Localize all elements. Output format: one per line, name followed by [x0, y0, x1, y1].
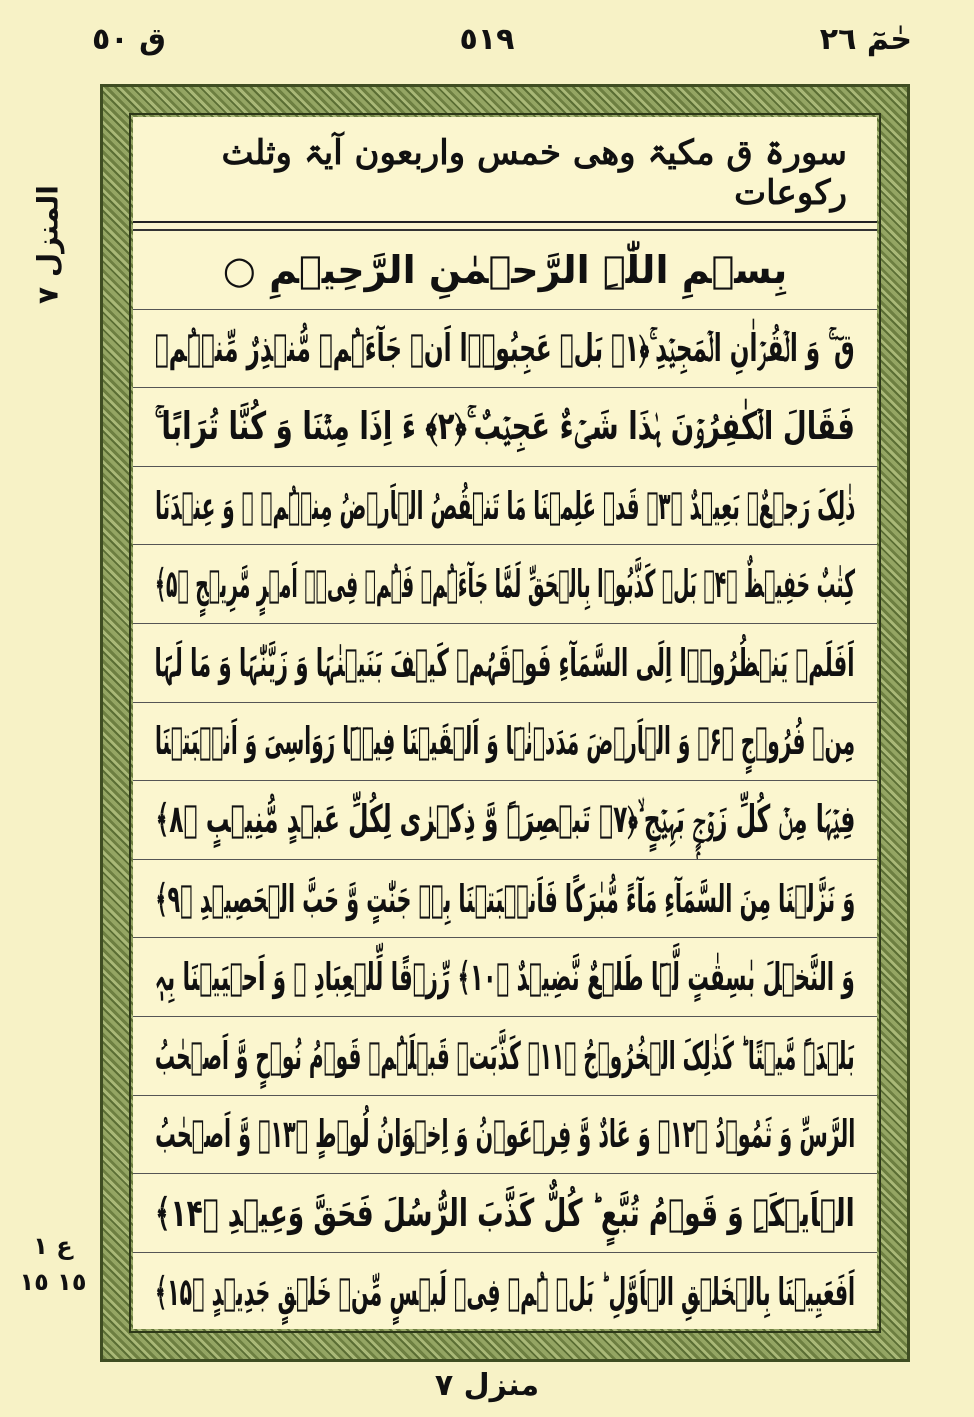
- verse-line: [133, 1096, 877, 1175]
- verse-lines: [133, 231, 877, 1329]
- manzil-footer: منزل ٧: [434, 1368, 540, 1403]
- verse-line: [133, 1017, 877, 1096]
- surah-name-number: ق ٥٠: [92, 22, 166, 57]
- verse-line: [133, 781, 877, 860]
- page-header: [0, 22, 974, 72]
- line-text: الرَّسِّ وَ ثَمُوۡدُ ﴿۱۲﴾ وَ عَادٌ وَّ فِرۡعَوۡنُ وَ اِخۡوَانُ لُوۡطٍ ﴿۱۳﴾ وَّ اَصۡحٰبُ: [154, 1112, 856, 1157]
- para-name-number: حٰمٓ ٢٦: [819, 22, 912, 57]
- page-number: ٥١٩: [459, 22, 515, 57]
- line-text: کِتٰبٌ حَفِیۡظٌ ﴿۴﴾ بَلۡ کَذَّبُوۡا بِالۡحَقِّ لَمَّا جَآءَہُمۡ فَہُمۡ فِیۡۤ اَمۡرٍ مَّرِیۡجٍ ﴿۵﴾: [154, 562, 855, 607]
- text-panel: [133, 117, 877, 1329]
- verse-line: [133, 703, 877, 782]
- line-text: ذٰلِکَ رَجۡعٌۢ بَعِیۡدٌ ﴿۳﴾ قَدۡ عَلِمۡنَا مَا تَنۡقُصُ الۡاَرۡضُ مِنۡہُمۡ ۚ وَ عِنۡدَنَا: [154, 483, 856, 528]
- surah-title: سورۃ ق مکیۃ وھی خمس واربعون آیۃ وثلث رکوعات: [133, 124, 877, 223]
- line-text: اَفَلَمۡ یَنۡظُرُوۡۤا اِلَی السَّمَآءِ فَوۡقَہُمۡ کَیۡفَ بَنَیۡنٰہَا وَ زَیَّنّٰہَا وَ مَا لَہَا: [154, 640, 855, 685]
- manzil-marker: المنزل ٧: [31, 185, 65, 305]
- verse-line: [133, 467, 877, 546]
- verse-line: [133, 310, 877, 389]
- verse-line: [133, 860, 877, 939]
- line-text: مِنۡ فُرُوۡجٍ ﴿۶﴾ وَ الۡاَرۡضَ مَدَدۡنٰہَا وَ اَلۡقَیۡنَا فِیۡہَا رَوَاسِیَ وَ اَنۡۢبَتۡنَا: [154, 719, 855, 764]
- verse-line: [133, 1253, 877, 1332]
- line-text: وَ نَزَّلۡنَا مِنَ السَّمَآءِ مَآءً مُّبٰرَکًا فَاَنۡۢبَتۡنَا بِہٖ جَنّٰتٍ وَّ حَبَّ الۡحَصِیۡدِ ﴿۹﴾: [155, 876, 855, 921]
- verse-line: [133, 545, 877, 624]
- ruku-marker: ع ١ ١٥ ١٥: [19, 1232, 87, 1296]
- verse-line: [133, 388, 877, 467]
- line-text: اَفَعَیِیۡنَا بِالۡخَلۡقِ الۡاَوَّلِ ؕ بَلۡ ہُمۡ فِیۡ لَبۡسٍ مِّنۡ خَلۡقٍ جَدِیۡدٍ ﴿۱۵﴾: [154, 1270, 856, 1315]
- verse-line: [133, 938, 877, 1017]
- bismillah-line: [133, 231, 877, 310]
- line-text: وَ النَّخۡلَ بٰسِقٰتٍ لَّہَا طَلۡعٌ نَّضِیۡدٌ ﴿۱۰﴾ رِّزۡقًا لِّلۡعِبَادِ ۙ وَ اَحۡیَیۡنَا بِہٖ: [154, 955, 856, 1000]
- line-text: فِیۡہَا مِنۡ کُلِّ زَوۡجٍۭ بَہِیۡجٍ ۙ﴿۷﴾ تَبۡصِرَۃً وَّ ذِکۡرٰی لِکُلِّ عَبۡدٍ مُّنِیۡبٍ ﴿۸﴾: [155, 797, 855, 842]
- line-text: بِسۡمِ اللّٰہِ الرَّحۡمٰنِ الرَّحِیۡمِ ○: [222, 247, 788, 292]
- verse-line: [133, 1174, 877, 1253]
- line-text: فَقَالَ الۡکٰفِرُوۡنَ ہٰذَا شَیۡءٌ عَجِیۡبٌ ۚ﴿۲﴾ ءَ اِذَا مِتۡنَا وَ کُنَّا تُرَابًا ۚ: [154, 404, 856, 449]
- surah-banner: [133, 117, 877, 231]
- line-text: بَلۡدَۃً مَّیۡتًا ؕ کَذٰلِکَ الۡخُرُوۡجُ ﴿۱۱﴾ کَذَّبَتۡ قَبۡلَہُمۡ قَوۡمُ نُوۡحٍ وَّ اَصۡحٰبُ: [155, 1033, 855, 1078]
- verse-line: [133, 624, 877, 703]
- page-frame: [100, 84, 910, 1362]
- line-text: الۡاَیۡکَۃِ وَ قَوۡمُ تُبَّعٍ ؕ کُلٌّ کَذَّبَ الرُّسُلَ فَحَقَّ وَعِیۡدِ ﴿۱۴﴾: [155, 1190, 855, 1235]
- line-text: قٓ ۚ وَ الۡقُرۡاٰنِ الۡمَجِیۡدِ ۚ﴿۱﴾ بَلۡ عَجِبُوۡۤا اَنۡ جَآءَہُمۡ مُّنۡذِرٌ مِّنۡہُمۡ: [155, 325, 855, 370]
